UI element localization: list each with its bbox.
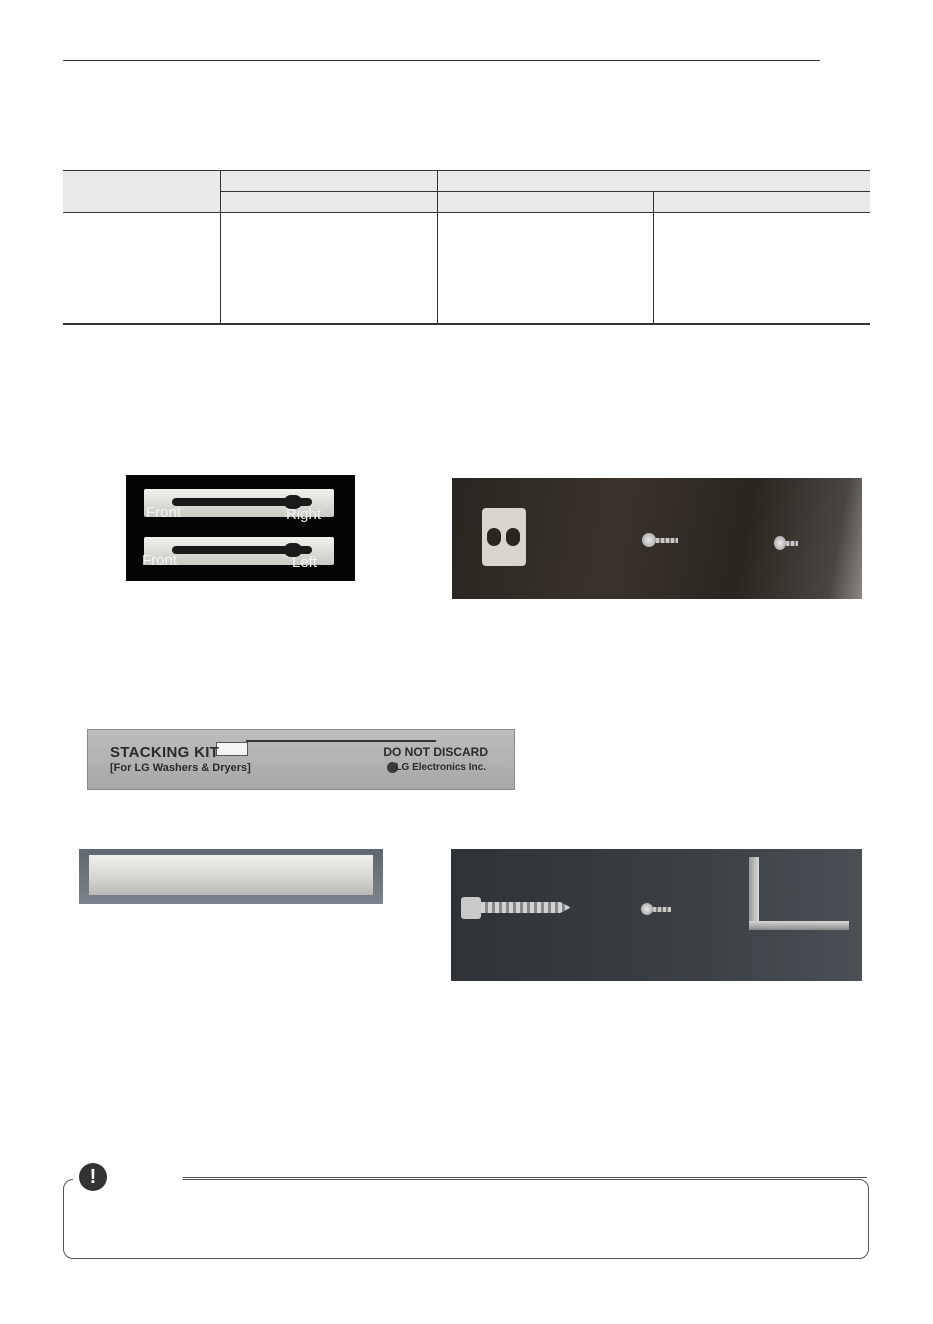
kit-discard-text: DO NOT DISCARD	[383, 745, 488, 759]
exclamation-icon: !	[79, 1163, 107, 1191]
header-rule	[63, 60, 820, 61]
stacking-kit-label	[87, 729, 515, 790]
kit-subtitle: [For LG Washers & Dryers]	[110, 762, 251, 774]
table-cell	[63, 213, 220, 325]
table-subheader-cell	[437, 192, 653, 213]
rail-label-front-top: Front	[146, 504, 182, 521]
table-subheader-cell	[220, 192, 437, 213]
long-bracket	[89, 855, 373, 895]
bolt	[774, 536, 786, 550]
rail-label-left: Left	[292, 554, 318, 571]
lag-screw	[461, 897, 481, 919]
barcode-tag	[216, 742, 248, 756]
rails-photo	[126, 475, 355, 581]
screw	[641, 903, 653, 915]
kit-brand: LG Electronics Inc.	[395, 762, 486, 773]
table-subheader-cell	[653, 192, 870, 213]
hardware-photo	[452, 478, 862, 599]
note-box	[63, 1179, 869, 1259]
l-bracket	[749, 857, 759, 927]
mounting-bracket	[482, 508, 526, 566]
table-header-cell	[220, 171, 437, 192]
table-header-cell	[63, 171, 220, 213]
table-cell	[220, 213, 437, 325]
rail-label-right: Right	[286, 506, 322, 523]
long-bracket-photo	[79, 849, 383, 904]
hardware-photo-2	[451, 849, 862, 981]
table-cell	[653, 213, 870, 325]
note-rule	[183, 1177, 867, 1178]
rail-label-front-bottom: Front	[142, 552, 178, 569]
table-cell	[437, 213, 653, 325]
spec-table	[63, 170, 870, 324]
kit-title: STACKING KIT	[110, 744, 220, 761]
screw	[642, 533, 656, 547]
table-header-cell	[437, 171, 870, 192]
